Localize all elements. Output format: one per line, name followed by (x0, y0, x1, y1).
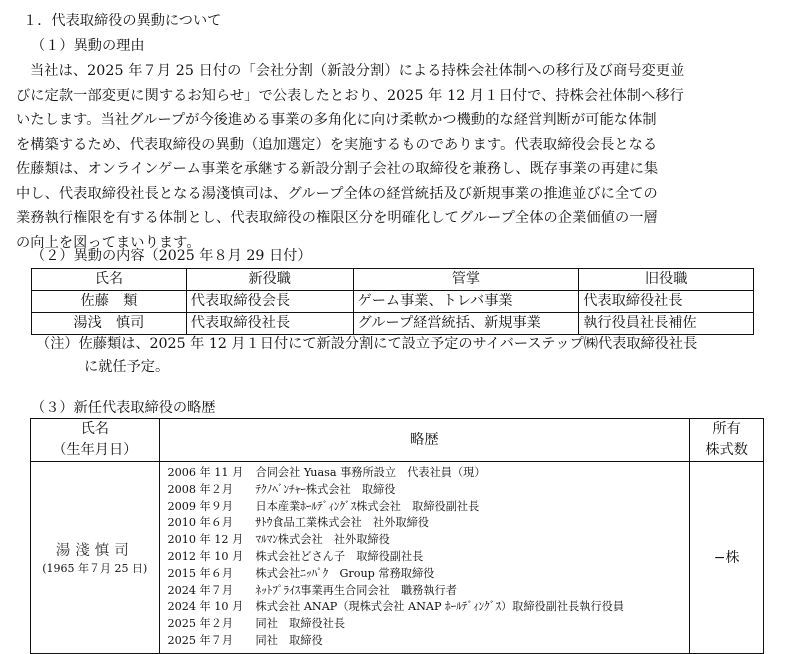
history-entry (168, 465, 690, 482)
col-header-new-position: 新役職 (186, 269, 353, 291)
history-text: 同社 取締役 (255, 633, 323, 647)
col-header-shares (690, 419, 764, 462)
history-date: 2012 年 10 月 (167, 549, 244, 563)
history-entry (168, 515, 690, 532)
reason-line: びに定款一部変更に関するお知らせ」で公表したとおり、2025 年 12 月１日付で、持株会社体制へ移行 (16, 87, 684, 104)
table-header-row (32, 269, 754, 291)
history-entry (168, 566, 690, 583)
history-text: ﾏﾙﾏﾝ株式会社 社外取締役 (255, 533, 390, 547)
history-text: ｻﾄｳ食品工業株式会社 社外取締役 (255, 516, 429, 530)
col-header-old-position: 旧役職 (579, 269, 754, 291)
cell-name: 佐藤 類 (32, 291, 187, 313)
col-header-history: 略歴 (159, 419, 690, 462)
career-heading: （３）新任代表取締役の略歴 (31, 400, 216, 416)
col-header-responsibility: 管掌 (353, 269, 579, 291)
reason-paragraph (16, 59, 772, 255)
cell-name: 湯浅 慎司 (32, 313, 187, 335)
history-entry (168, 583, 690, 600)
col-header-name (31, 419, 160, 462)
cell-old-position: 執行役員社長補佐 (579, 313, 754, 335)
reason-line: 中し、代表取締役社長となる湯淺慎司は、グループ全体の経営統括及び新規事業の推進並びに全ての (16, 185, 658, 202)
history-text: ﾃｸﾉﾍﾞﾝﾁｬｰ株式会社 取締役 (255, 482, 396, 496)
history-date: 2010 年６月 (167, 516, 234, 530)
history-entry (168, 616, 690, 633)
history-date: 2025 年２月 (167, 617, 234, 631)
change-heading: （２）異動の内容（2025 年８月 29 日付） (31, 248, 312, 264)
reason-line: 佐藤類は、オンラインゲーム事業を承継する新設分割子会社の取締役を兼務し、既存事業の再建に集 (16, 161, 659, 177)
history-entry (168, 532, 690, 549)
cell-responsibility: ゲーム事業、トレバ事業 (353, 291, 579, 313)
history-text: 合同会社 Yuasa 事務所設立 代表社員（現） (255, 466, 486, 479)
shares-cell: −株 (690, 462, 764, 654)
history-text: 株式会社 ANAP（現株式会社 ANAP ﾎｰﾙﾃﾞｨﾝｸﾞｽ）取締役副社長執行役員 (255, 600, 625, 614)
cell-new-position: 代表取締役社長 (186, 313, 353, 335)
header-name-label: 氏名 (80, 421, 109, 437)
history-date: 2008 年２月 (167, 482, 234, 496)
reason-line: を構築するため、代表取締役の異動（追加選定）を実施するものであります。代表取締役会長となる (16, 136, 658, 153)
person-cell (31, 462, 160, 654)
col-header-name: 氏名 (32, 269, 187, 291)
history-cell (159, 462, 690, 654)
history-text: 日本産業ﾎｰﾙﾃﾞｨﾝｸﾞｽ株式会社 取締役副社長 (255, 499, 480, 513)
reason-heading: （１）異動の理由 (31, 38, 145, 54)
header-shares-label-1: 所有 (712, 421, 741, 437)
history-entry (168, 482, 690, 499)
change-note-line: に就任予定。 (84, 359, 170, 375)
history-date: 2009 年９月 (167, 499, 234, 513)
history-text: ﾈｯﾄﾌﾟﾗｲｽ事業再生合同会社 職務執行者 (255, 583, 457, 597)
career-table (30, 418, 764, 654)
history-date: 2010 年 12 月 (167, 533, 244, 547)
person-birthdate: (1965 年７月 25 日) (42, 561, 148, 575)
change-note-line: （注）佐藤類は、2025 年 12 月１日付にて新設分割にて設立予定のサイバーステップ㈱代表取締役社長 (36, 336, 698, 352)
person-name: 湯淺慎司 (55, 542, 134, 559)
history-date: 2024 年 10 月 (167, 600, 244, 614)
change-table (31, 268, 754, 335)
table-row (31, 462, 764, 654)
history-date: 2024 年７月 (167, 583, 234, 597)
history-date: 2015 年６月 (167, 566, 234, 580)
section-heading-1: １．代表取締役の異動について (23, 13, 222, 29)
table-row (32, 291, 754, 313)
header-birthdate-label: （生年月日） (52, 442, 138, 458)
reason-line: いたします。当社グループが今後進める事業の多角化に向け柔軟かつ機動的な経営判断が可能な体制 (16, 112, 657, 128)
history-entry (168, 499, 690, 516)
cell-old-position: 代表取締役社長 (579, 291, 754, 313)
reason-line: の向上を図ってまいります。 (16, 234, 201, 251)
history-date: 2025 年７月 (167, 633, 234, 647)
history-text: 株式会社どさん子 取締役副社長 (255, 549, 424, 563)
reason-line: 業務執行権限を有する体制とし、代表取締役の権限区分を明確化してグループ全体の企業価値の一層 (16, 210, 658, 226)
history-entry (168, 549, 690, 566)
table-header-row (31, 419, 764, 462)
history-entry (168, 599, 690, 616)
cell-responsibility: グループ経営統括、新規事業 (353, 313, 579, 335)
reason-line: 当社は、2025 年７月 25 日付の「会社分割（新設分割）による持株会社体制への移行及び商号変更並 (30, 63, 685, 79)
header-shares-label-2: 株式数 (705, 442, 748, 458)
history-text: 株式会社ﾆｯﾊﾟｸ Group 常務取締役 (255, 566, 435, 580)
history-date: 2006 年 11 月 (167, 466, 244, 479)
cell-new-position: 代表取締役会長 (186, 291, 353, 313)
history-text: 同社 取締役社長 (255, 617, 346, 631)
history-entry (168, 633, 690, 650)
